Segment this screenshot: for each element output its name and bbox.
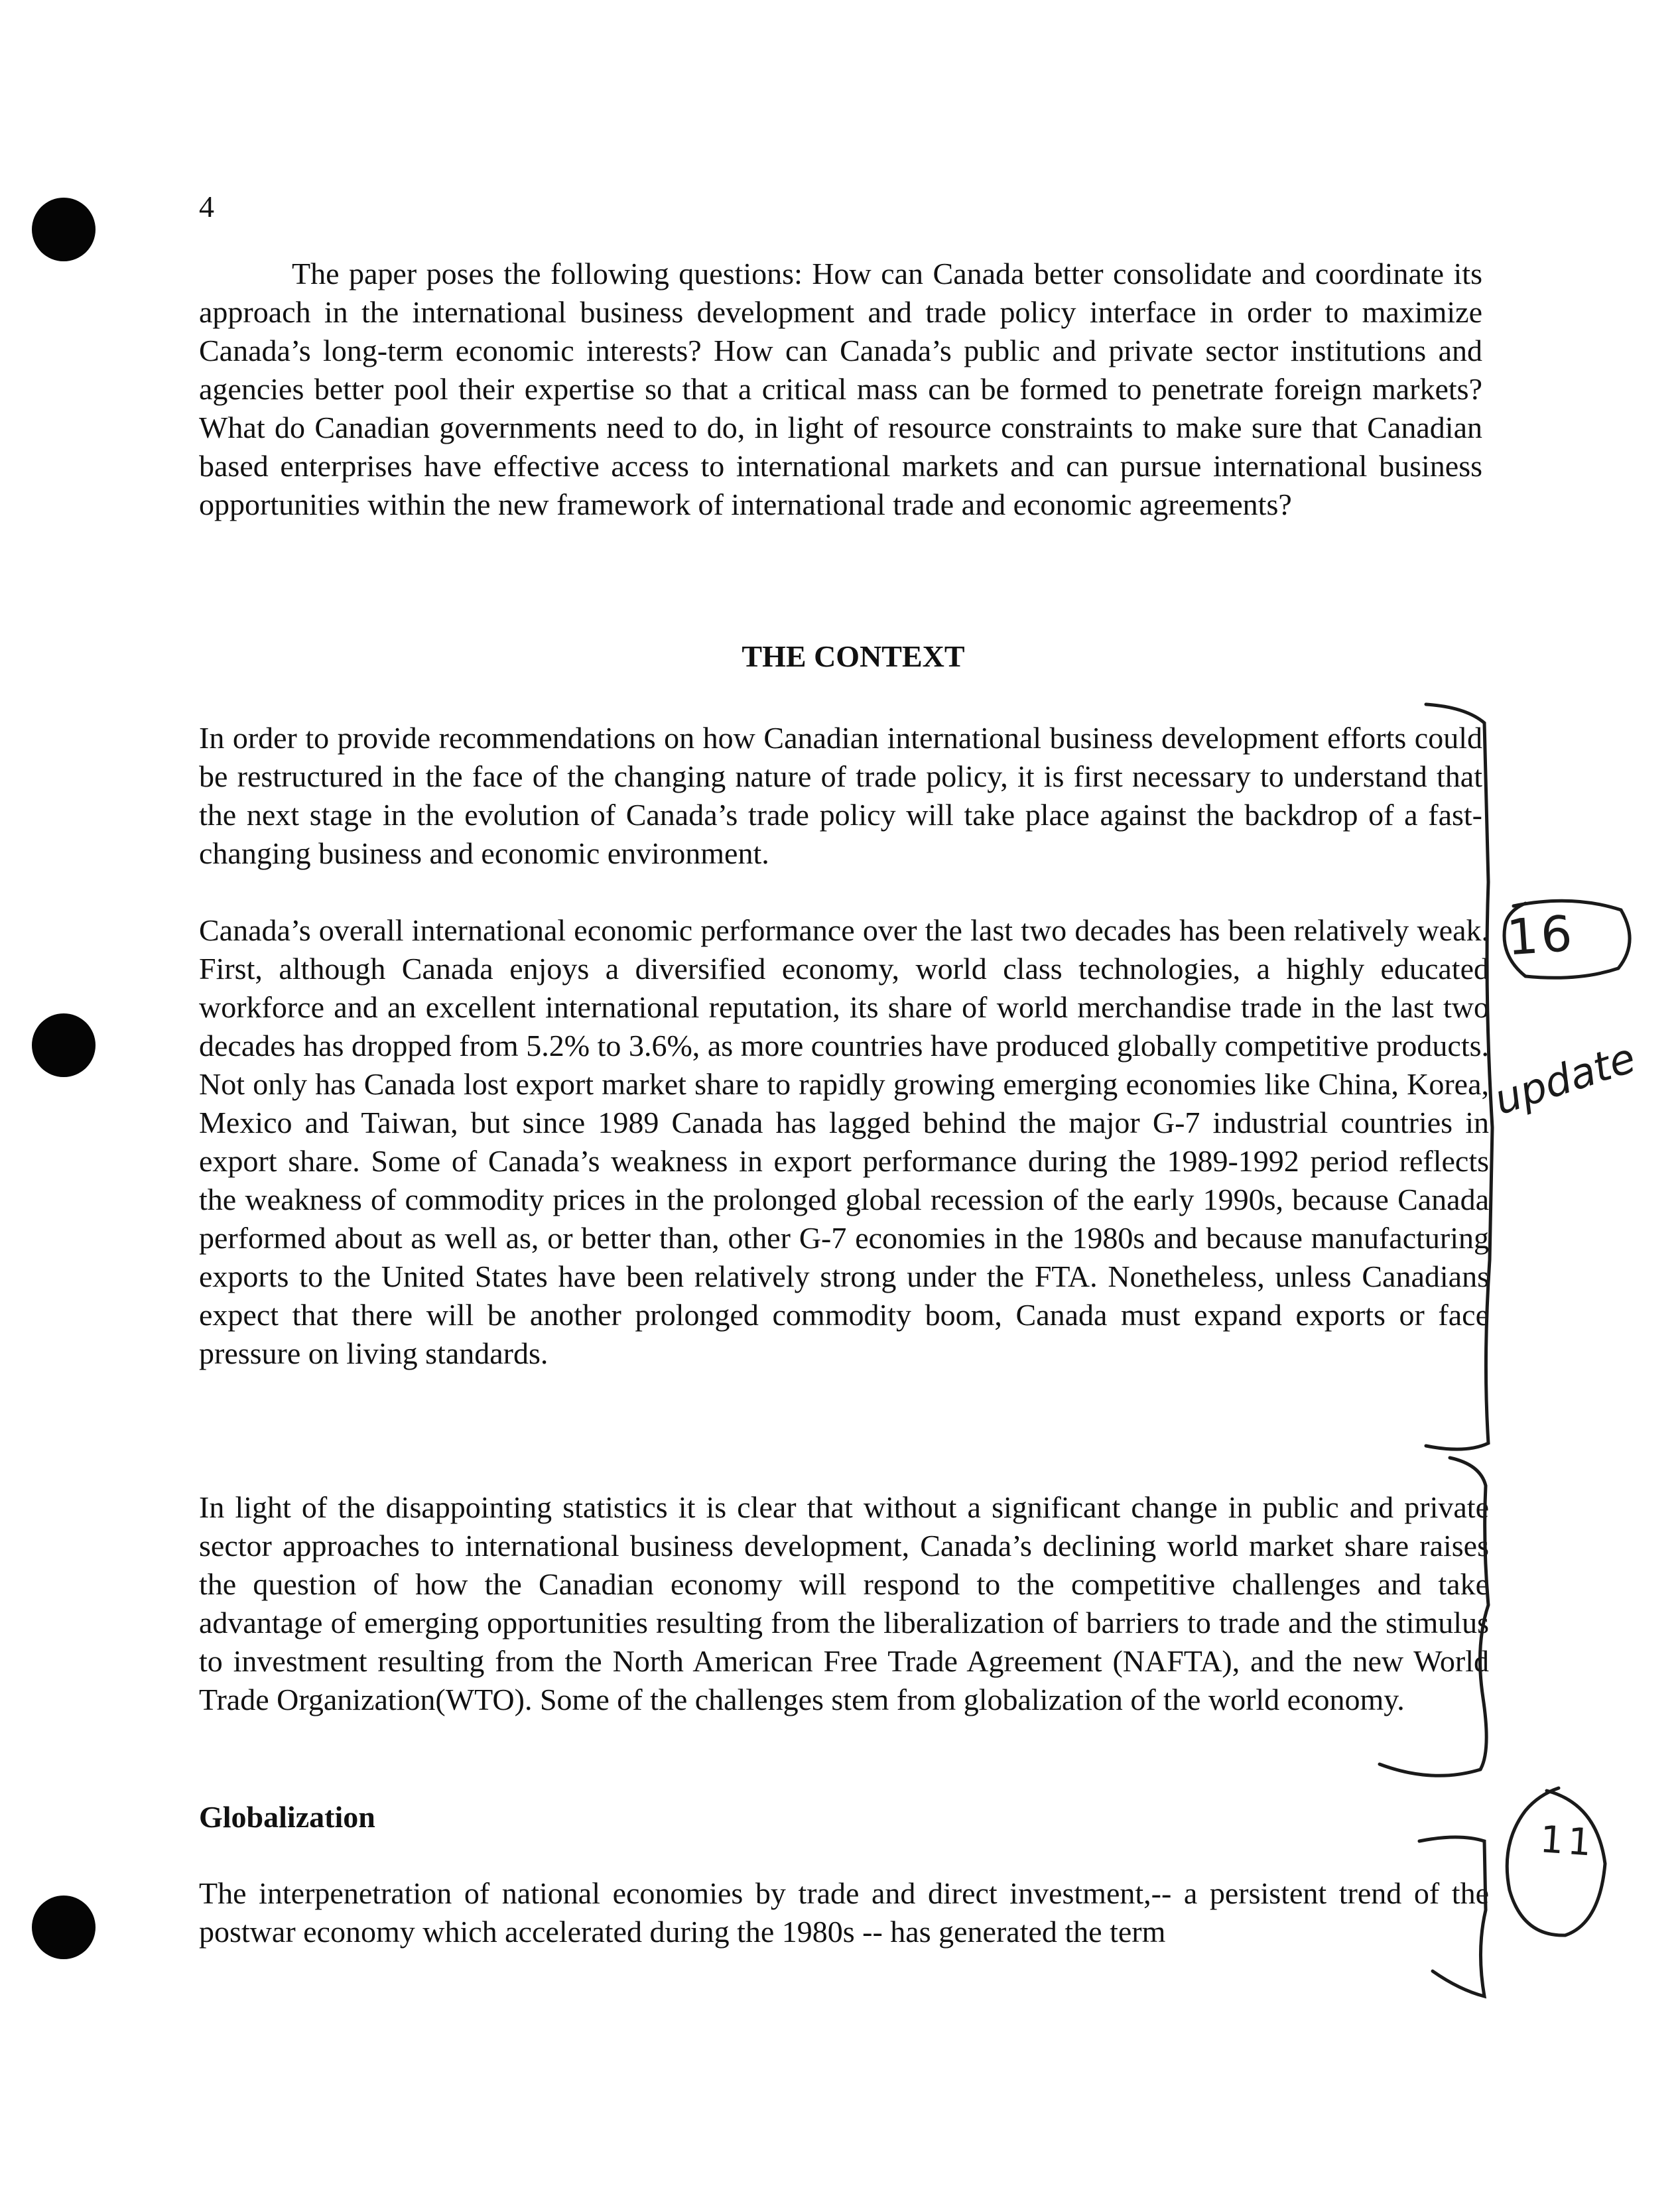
context-paragraph-2: Canada’s overall international economic performance over the last two decades has been relatively weak. First, although Canada enjoys a diversified economy, world class technologies, a highly educated workforce and an excellent international reputation, its share of world merchandise trade in the last two decades has dropped from 5.2% to 3.6%, as more countries have produced globally competitive products. Not only has Canada lost export market share to rapidly growing emerging economies like China, Korea, Mexico and Taiwan, but since 1989 Canada has lagged behind the major G-7 industrial countries in export share. Some of Canada’s weakness in export performance during the 1989-1992 period reflects the weakness of commodity prices in the prolonged global recession of the early 1990s, because Canada performed about as well as, or better than, other G-7 economies in the 1980s and because manufacturing exports to the United States have been relatively strong under the FTA. Nonetheless, unless Canadians expect that there will be another prolonged commodity boom, Canada must expand exports or face pressure on living standards. — [199, 913, 1489, 1370]
punch-hole-top — [32, 198, 96, 261]
punch-hole-middle — [32, 1013, 96, 1077]
handwritten-note-update: update — [1488, 1033, 1642, 1124]
handwritten-note-16: 16 — [1505, 905, 1577, 967]
intro-paragraph: The paper poses the following questions: How can Canada better consolidate and coordinate its approach in the international business development and trade policy interface in order to maximize Canada’s long-term economic interests? How can Canada’s public and private sector institutions and agencies better pool their expertise so that a critical mass can be formed to penetrate foreign markets? What do Canadian governments need to do, in light of resource constraints to make sure that Canadian based enterprises have effective access to international markets and can pursue international business opportunities within the new framework of international trade and economic agreements? — [199, 257, 1482, 521]
handwritten-note-11: 11 — [1538, 1818, 1597, 1865]
section-heading-context-text: THE CONTEXT — [742, 639, 965, 673]
subsection-heading-globalization: Globalization — [199, 1800, 375, 1834]
page-number: 4 — [199, 190, 214, 224]
section-heading-context — [0, 637, 1680, 676]
context-paragraph-1: In order to provide recommendations on how Canadian international business development efforts could be restructured in the face of the changing nature of trade policy, it is first necessary to understand that the next stage in the evolution of Canada’s trade policy will take place against the backdrop of a fast-changing business and economic environment. — [199, 721, 1482, 870]
punch-hole-bottom — [32, 1896, 96, 1959]
context-paragraph-3: In light of the disappointing statistics it is clear that without a significant change in public and private sector approaches to international business development, Canada’s declining world market share raises the question of how the Canadian economy will respond to the competitive challenges and take advantage of emerging opportunities resulting from the liberalization of barriers to trade and the stimulus to investment resulting from the North American Free Trade Agreement (NAFTA), and the new World Trade Organization(WTO). Some of the challenges stem from globalization of the world economy. — [199, 1490, 1489, 1716]
globalization-paragraph-1: The interpenetration of national economies by trade and direct investment,-- a persistent trend of the postwar economy which accelerated during the 1980s -- has generated the term — [199, 1876, 1489, 1949]
